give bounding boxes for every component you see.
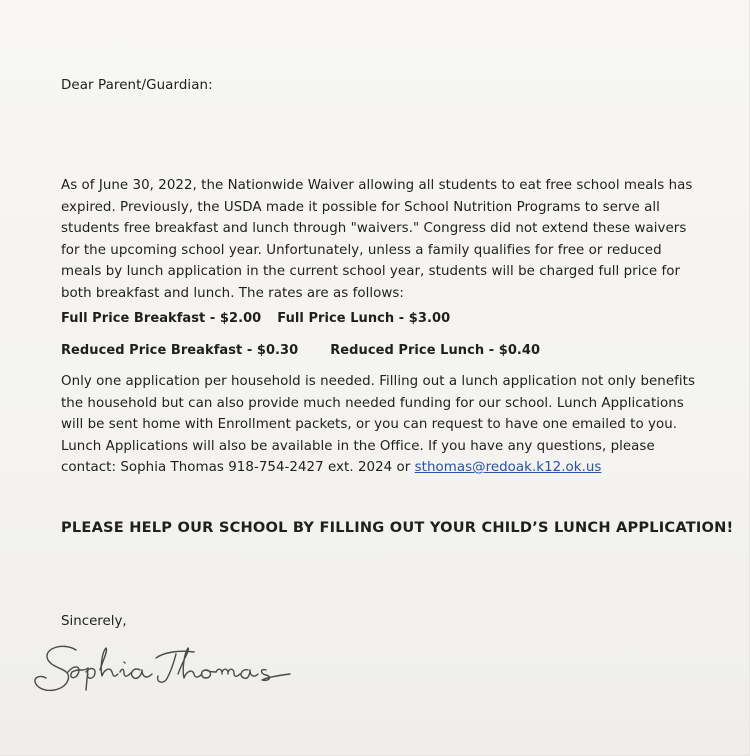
application-info-text: Only one application per household is needed. Filling out a lunch application not only benefits the household but can also provide much needed funding for our school. Lunch Applications will be sent home with Enrollment packets, or you can request to have one emailed to you. Lunch Applications will also be available in the Office. If you have any questions, please contact: Sophia Thomas 918-754-2427 ext. 2024 or <box>61 374 695 475</box>
callout-heading: PLEASE HELP OUR SCHOOL BY FILLING OUT YOUR CHILD’S LUNCH APPLICATION! <box>61 519 734 536</box>
paragraph-application-info <box>61 371 701 479</box>
letter-closing: Sincerely, <box>61 614 127 629</box>
contact-email-link[interactable]: sthomas@redoak.k12.ok.us <box>414 460 602 475</box>
letter-greeting: Dear Parent/Guardian: <box>61 78 213 93</box>
price-reduced-breakfast: Reduced Price Breakfast - $0.30 <box>61 343 299 358</box>
handwritten-signature <box>28 628 308 700</box>
price-row-full <box>61 311 450 326</box>
price-full-lunch: Full Price Lunch - $3.00 <box>277 311 451 326</box>
price-reduced-lunch: Reduced Price Lunch - $0.40 <box>330 343 541 358</box>
price-full-breakfast: Full Price Breakfast - $2.00 <box>61 311 262 326</box>
price-row-reduced <box>61 343 540 358</box>
paragraph-waiver-expired: As of June 30, 2022, the Nationwide Waiver allowing all students to eat free school meals has expired. Previously, the USDA made it possible for School Nutrition Programs to serve all students free breakfast and lunch through "waivers." Congress did not extend these waivers for the upcoming school year. Unfortunately, unless a family qualifies for free or reduced meals by lunch application in the current school year, students will be charged full price for both breakfast and lunch. The rates are as follows: <box>61 178 693 301</box>
